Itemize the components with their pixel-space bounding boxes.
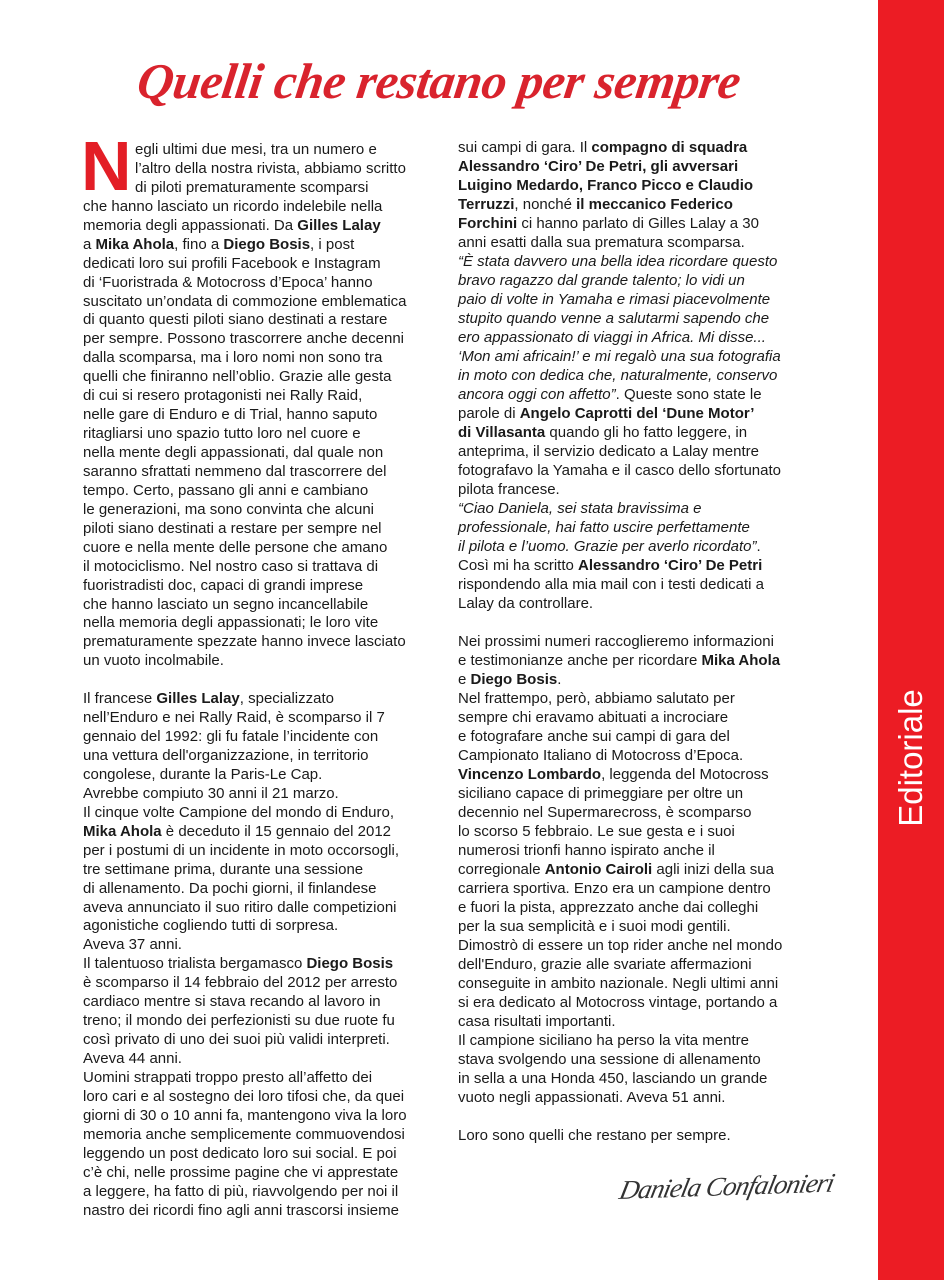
text-line	[458, 214, 820, 233]
text-run: di ‘Fuoristrada & Motocross d’Epoca’ hanno	[83, 273, 373, 291]
text-column-right	[458, 138, 820, 1145]
text-line	[83, 880, 443, 899]
text-line	[458, 157, 820, 176]
text-line	[458, 176, 820, 195]
text-line	[83, 955, 443, 974]
bold-text: Diego Bosis	[470, 671, 558, 688]
text-run: che hanno lasciato un ricordo indelebile nella	[83, 197, 383, 215]
text-line	[83, 558, 443, 577]
text-line	[83, 141, 443, 160]
text-line	[83, 311, 443, 330]
text-run: Il francese	[83, 690, 157, 708]
text-line	[83, 217, 443, 236]
text-line	[83, 1202, 443, 1221]
text-line	[458, 271, 820, 290]
text-run: , i post	[310, 235, 355, 253]
text-run: . Queste sono state le	[615, 386, 762, 403]
text-run: , fino a	[174, 235, 224, 253]
text-line	[458, 860, 820, 879]
text-run: prematuramente spezzate hanno invece lasciato	[83, 633, 406, 651]
text-line	[83, 293, 443, 312]
text-line	[83, 1050, 443, 1069]
text-line	[458, 1031, 820, 1050]
text-line	[83, 368, 443, 387]
text-line	[458, 746, 820, 765]
text-run: sui campi di gara. Il	[458, 139, 592, 156]
drop-cap: N	[81, 127, 132, 205]
text-run: di quanto questi piloti siano destinati a restare	[83, 311, 388, 329]
text-run: si era dedicato al Motocross vintage, portando a	[458, 994, 778, 1011]
text-run: anteprima, il servizio dedicato a Lalay mentre	[458, 443, 759, 460]
text-run: Aveva 44 anni.	[83, 1050, 182, 1067]
text-run: Nei prossimi numeri raccoglieremo informazioni	[458, 633, 774, 650]
text-run: agli inizi della sua	[652, 861, 774, 878]
text-run: dedicati loro sui profili Facebook e Instagram	[83, 254, 381, 272]
text-run: Il cinque volte Campione del mondo di Enduro,	[83, 803, 395, 821]
text-line	[83, 179, 443, 198]
text-line	[83, 577, 443, 596]
text-run: tempo. Certo, passano gli anni e cambiano	[83, 481, 369, 499]
text-line	[83, 936, 443, 955]
text-run: giorni di 30 o 10 anni fa, mantengono viva la loro	[83, 1106, 407, 1124]
quote-text: in moto con dedica che, naturalmente, conservo	[458, 367, 778, 384]
bold-text: il meccanico Federico	[576, 196, 733, 213]
text-line	[83, 899, 443, 918]
text-run: Dimostrò di essere un top rider anche nel mondo	[458, 937, 783, 954]
quote-text: “Ciao Daniela, sei stata bravissima e	[458, 500, 702, 517]
text-run: suscitato un’ondata di commozione emblematica	[83, 292, 407, 310]
bold-text: compagno di squadra	[591, 139, 748, 156]
text-run: carriera sportiva. Enzo era un campione dentro	[458, 880, 771, 897]
text-run: dalla scomparsa, ma i loro nomi non sono tra	[83, 349, 383, 367]
text-line	[83, 1031, 443, 1050]
text-run: stava svolgendo una sessione di allenamento	[458, 1051, 761, 1068]
text-line	[458, 1088, 820, 1107]
text-run: nell’Enduro e nei Rally Raid, è scomparso il 7	[83, 709, 385, 727]
text-run: e	[458, 671, 471, 688]
text-line	[83, 671, 443, 690]
text-run: dell'Enduro, grazie alle svariate affermazioni	[458, 956, 752, 973]
text-run: agonistiche cogliendo tutti di sorpresa.	[83, 917, 339, 935]
text-line	[458, 347, 820, 366]
quote-text: “È stata davvero una bella idea ricordare questo	[458, 253, 778, 270]
bold-text: Vincenzo Lombardo	[458, 766, 602, 783]
bold-text: Angelo Caprotti del ‘Dune Motor’	[519, 405, 755, 422]
text-line	[83, 804, 443, 823]
text-line	[83, 614, 443, 633]
bold-text: Mika Ahola	[83, 822, 162, 840]
text-line	[458, 1069, 820, 1088]
text-line	[458, 537, 820, 556]
section-label: Editoriale	[892, 689, 929, 827]
text-line	[458, 1050, 820, 1069]
text-line	[83, 463, 443, 482]
text-line	[458, 632, 820, 651]
text-line	[458, 385, 820, 404]
text-line	[83, 1069, 443, 1088]
text-run: gennaio del 1992: gli fu fatale l’incidente con	[83, 728, 379, 746]
text-run: , specializzato	[239, 690, 334, 708]
text-run: nella memoria degli appassionati; le loro vite	[83, 614, 379, 632]
text-line	[83, 198, 443, 217]
text-run: ritagliarsi uno spazio tutto loro nel cuore e	[83, 425, 361, 443]
text-run: parole di	[458, 405, 520, 422]
quote-text: bravo ragazzo dal grande talento; lo vidi un	[458, 272, 745, 289]
bold-text: Gilles Lalay	[156, 690, 240, 708]
text-line	[83, 1164, 443, 1183]
text-run: nella mente degli appassionati, dal quale non	[83, 444, 384, 461]
text-line	[458, 252, 820, 271]
text-run: per sempre. Possono trascorrere anche decenni	[83, 330, 405, 348]
bold-text: Gilles Lalay	[297, 216, 381, 234]
text-run: egli ultimi due mesi, tra un numero e	[135, 141, 377, 158]
text-line	[458, 442, 820, 461]
text-run: le generazioni, ma sono convinta che alcuni	[83, 500, 375, 518]
text-run: di cui si resero protagonisti nei Rally Raid,	[83, 387, 363, 405]
bold-text: Luigino Medardo, Franco Picco e Claudio	[458, 177, 754, 194]
text-run: Aveva 37 anni.	[83, 936, 182, 954]
text-line	[458, 841, 820, 860]
text-run: il motociclismo. Nel nostro caso si trattava di	[83, 557, 379, 575]
text-line	[83, 993, 443, 1012]
text-run: nastro dei ricordi fino agli anni trascorsi insieme	[83, 1201, 399, 1219]
quote-text: paio di volte in Yamaha e rimasi piacevolmente	[458, 291, 771, 308]
text-run: sempre chi eravamo abituati a incrociare	[458, 709, 729, 726]
quote-text: ‘Mon ami africain!’ e mi regalò una sua fotografia	[458, 348, 781, 365]
text-line	[458, 1126, 820, 1145]
text-line	[458, 575, 820, 594]
text-line	[458, 1012, 820, 1031]
text-run: numerosi trionfi hanno ispirato anche il	[458, 842, 715, 859]
text-line	[458, 423, 820, 442]
text-line	[83, 917, 443, 936]
text-line	[83, 1183, 443, 1202]
section-sidebar	[878, 0, 944, 1280]
text-run: memoria degli appassionati. Da	[83, 216, 298, 234]
text-run: Loro sono quelli che restano per sempre.	[458, 1127, 731, 1144]
text-line	[458, 670, 820, 689]
text-line	[458, 689, 820, 708]
bold-text: di Villasanta	[458, 424, 546, 441]
text-run: di piloti prematuramente scomparsi	[135, 178, 369, 196]
text-line	[458, 366, 820, 385]
bold-text: Antonio Cairoli	[544, 861, 653, 878]
text-run: una vettura dell'organizzazione, in territorio	[83, 747, 369, 764]
text-line	[458, 765, 820, 784]
text-line	[83, 1012, 443, 1031]
text-line	[83, 501, 443, 520]
text-run: pilota francese.	[458, 481, 560, 498]
text-line	[458, 480, 820, 499]
text-line	[83, 747, 443, 766]
text-run: Campionato Italiano di Motocross d’Epoca.	[458, 747, 744, 764]
text-line	[458, 955, 820, 974]
text-run: cuore e nella mente delle persone che amano	[83, 538, 388, 556]
text-run: un vuoto incolmabile.	[83, 652, 224, 670]
text-run: e testimonianze anche per ricordare	[458, 652, 702, 669]
text-run: per la sua semplicità e i suoi modi gentili.	[458, 918, 731, 935]
text-line	[458, 974, 820, 993]
text-run: casa risultati importanti.	[458, 1013, 616, 1030]
quote-text: stupito quando venne a salutarmi sapendo che	[458, 310, 770, 327]
text-run: è deceduto il 15 gennaio del 2012	[161, 822, 391, 840]
text-line	[83, 236, 443, 255]
text-run: nelle gare di Enduro e di Trial, hanno saputo	[83, 406, 378, 424]
quote-text: ero appassionato di viaggi in Africa. Mi disse...	[458, 329, 766, 346]
text-line	[458, 917, 820, 936]
text-line	[458, 879, 820, 898]
text-run: piloti siano destinati a restare per sempre nel	[83, 519, 382, 537]
text-line	[458, 138, 820, 157]
text-line	[83, 1088, 443, 1107]
text-run: per i postumi di un incidente in moto occorsogli,	[83, 841, 399, 859]
text-line	[458, 461, 820, 480]
text-run: aveva annunciato il suo ritiro dalle competizioni	[83, 898, 397, 916]
text-run: Così mi ha scritto	[458, 557, 579, 574]
text-line	[458, 499, 820, 518]
text-line	[83, 785, 443, 804]
text-run: leggendo un post dedicato loro sui social. E poi	[83, 1144, 397, 1162]
bold-text: Diego Bosis	[223, 235, 311, 253]
text-line	[83, 387, 443, 406]
bold-text: Diego Bosis	[306, 955, 394, 973]
text-line	[83, 1145, 443, 1164]
text-run: quando gli ho fatto leggere, in	[545, 424, 748, 441]
text-run: Lalay da controllare.	[458, 595, 594, 612]
text-run: treno; il mondo dei perfezionisti su due ruote fu	[83, 1012, 395, 1030]
signature: Daniela Confalonieri	[616, 1167, 837, 1205]
quote-text: professionale, hai fatto uscire perfettamente	[458, 519, 750, 536]
text-run: Uomini strappati troppo presto all’affetto dei	[83, 1068, 373, 1086]
bold-text: Forchini	[458, 215, 518, 232]
text-line	[458, 1107, 820, 1126]
text-run: cardiaco mentre si stava recando al lavoro in	[83, 993, 381, 1011]
text-line	[458, 556, 820, 575]
quote-text: ancora oggi con affetto”	[458, 386, 616, 403]
text-line	[83, 766, 443, 785]
text-line	[458, 727, 820, 746]
text-line	[458, 594, 820, 613]
text-run: rispondendo alla mia mail con i testi dedicati a	[458, 576, 764, 593]
text-run: che hanno lasciato un segno incancellabile	[83, 595, 369, 613]
text-line	[458, 195, 820, 214]
text-run: fotografavo la Yamaha e il casco dello sfortunato	[458, 462, 781, 479]
text-line	[83, 160, 443, 179]
text-line	[83, 1107, 443, 1126]
text-line	[83, 1126, 443, 1145]
text-run: Il talentuoso trialista bergamasco	[83, 955, 307, 973]
text-line	[458, 784, 820, 803]
text-run: fuoristradisti doc, capaci di grandi imprese	[83, 576, 364, 594]
text-run: conseguite in ambito nazionale. Negli ultimi anni	[458, 975, 779, 992]
text-run: così privato di uno dei suoi più validi interpreti.	[83, 1031, 390, 1049]
text-line	[458, 822, 820, 841]
text-line	[458, 803, 820, 822]
text-run: .	[557, 671, 562, 688]
text-line	[458, 233, 820, 252]
text-line	[83, 406, 443, 425]
text-run: .	[756, 538, 761, 555]
text-line	[83, 861, 443, 880]
text-run: anni esatti dalla sua prematura scomparsa.	[458, 234, 745, 251]
text-line	[83, 330, 443, 349]
text-line	[83, 425, 443, 444]
text-line	[458, 290, 820, 309]
text-line	[458, 708, 820, 727]
text-line	[83, 274, 443, 293]
text-line	[83, 974, 443, 993]
text-line	[458, 328, 820, 347]
text-line	[83, 823, 443, 842]
text-line	[458, 936, 820, 955]
quote-text: il pilota e l’uomo. Grazie per averlo ricordato”	[458, 538, 757, 555]
text-run: Avrebbe compiuto 30 anni il 21 marzo.	[83, 784, 339, 802]
text-line	[83, 349, 443, 368]
text-run: e fotografare anche sui campi di gara del	[458, 728, 730, 745]
bold-text: Alessandro ‘Ciro’ De Petri, gli avversari	[458, 158, 739, 175]
text-run: tre settimane prima, durante una sessione	[83, 860, 364, 878]
text-run: quelli che finiranno nell’oblio. Grazie alle gesta	[83, 368, 392, 386]
bold-text: Terruzzi	[458, 196, 515, 213]
bold-text: Mika Ahola	[701, 652, 781, 669]
article-title: Quelli che restano per sempre	[133, 53, 744, 109]
bold-text: Mika Ahola	[95, 235, 175, 253]
text-run: congolese, durante la Paris-Le Cap.	[83, 765, 323, 783]
text-column-left	[83, 141, 443, 1220]
text-run: loro cari e al sostegno dei loro tifosi che, da quei	[83, 1087, 405, 1105]
text-run: vuoto negli appassionati. Aveva 51 anni.	[458, 1089, 726, 1106]
text-line	[83, 728, 443, 747]
text-line	[458, 518, 820, 537]
text-run: di allenamento. Da pochi giorni, il finlandese	[83, 879, 377, 897]
text-run: e fuori la pista, apprezzato anche dai colleghi	[458, 899, 759, 916]
text-line	[83, 690, 443, 709]
text-run: c’è chi, nelle prossime pagine che vi apprestate	[83, 1163, 399, 1181]
text-line	[458, 993, 820, 1012]
text-line	[83, 482, 443, 501]
text-run: corregionale	[458, 861, 545, 878]
bold-text: Alessandro ‘Ciro’ De Petri	[578, 557, 763, 574]
text-line	[458, 404, 820, 423]
text-line	[83, 633, 443, 652]
text-run: in sella a una Honda 450, lasciando un grande	[458, 1070, 768, 1087]
text-run: Nel frattempo, però, abbiamo salutato per	[458, 690, 735, 707]
text-run: saranno sfrattati nemmeno dal trascorrere del	[83, 462, 387, 480]
text-run: è scomparso il 14 febbraio del 2012 per arresto	[83, 974, 398, 992]
text-line	[83, 520, 443, 539]
text-line	[458, 613, 820, 632]
text-run: , leggenda del Motocross	[601, 766, 769, 783]
text-run: memoria anche semplicemente commuovendosi	[83, 1125, 405, 1143]
text-run: ci hanno parlato di Gilles Lalay a 30	[517, 215, 759, 232]
text-run: lo scorso 5 febbraio. Le sue gesta e i suoi	[458, 823, 735, 840]
text-line	[458, 898, 820, 917]
text-run: a leggere, ha fatto di più, riavvolgendo per noi il	[83, 1182, 399, 1200]
text-line	[458, 651, 820, 670]
text-line	[83, 539, 443, 558]
text-line	[83, 255, 443, 274]
text-run: , nonché	[514, 196, 577, 213]
text-run: l’altro della nostra rivista, abbiamo scritto	[135, 159, 406, 177]
text-run: decennio nel Supermarecross, è scomparso	[458, 804, 752, 821]
text-run: siciliano capace di primeggiare per oltre un	[458, 785, 744, 802]
text-line	[83, 652, 443, 671]
text-line	[83, 444, 443, 463]
text-line	[458, 309, 820, 328]
text-line	[83, 842, 443, 861]
text-run: a	[83, 235, 96, 253]
text-run: Il campione siciliano ha perso la vita mentre	[458, 1032, 749, 1049]
text-line	[83, 709, 443, 728]
text-line	[83, 596, 443, 615]
